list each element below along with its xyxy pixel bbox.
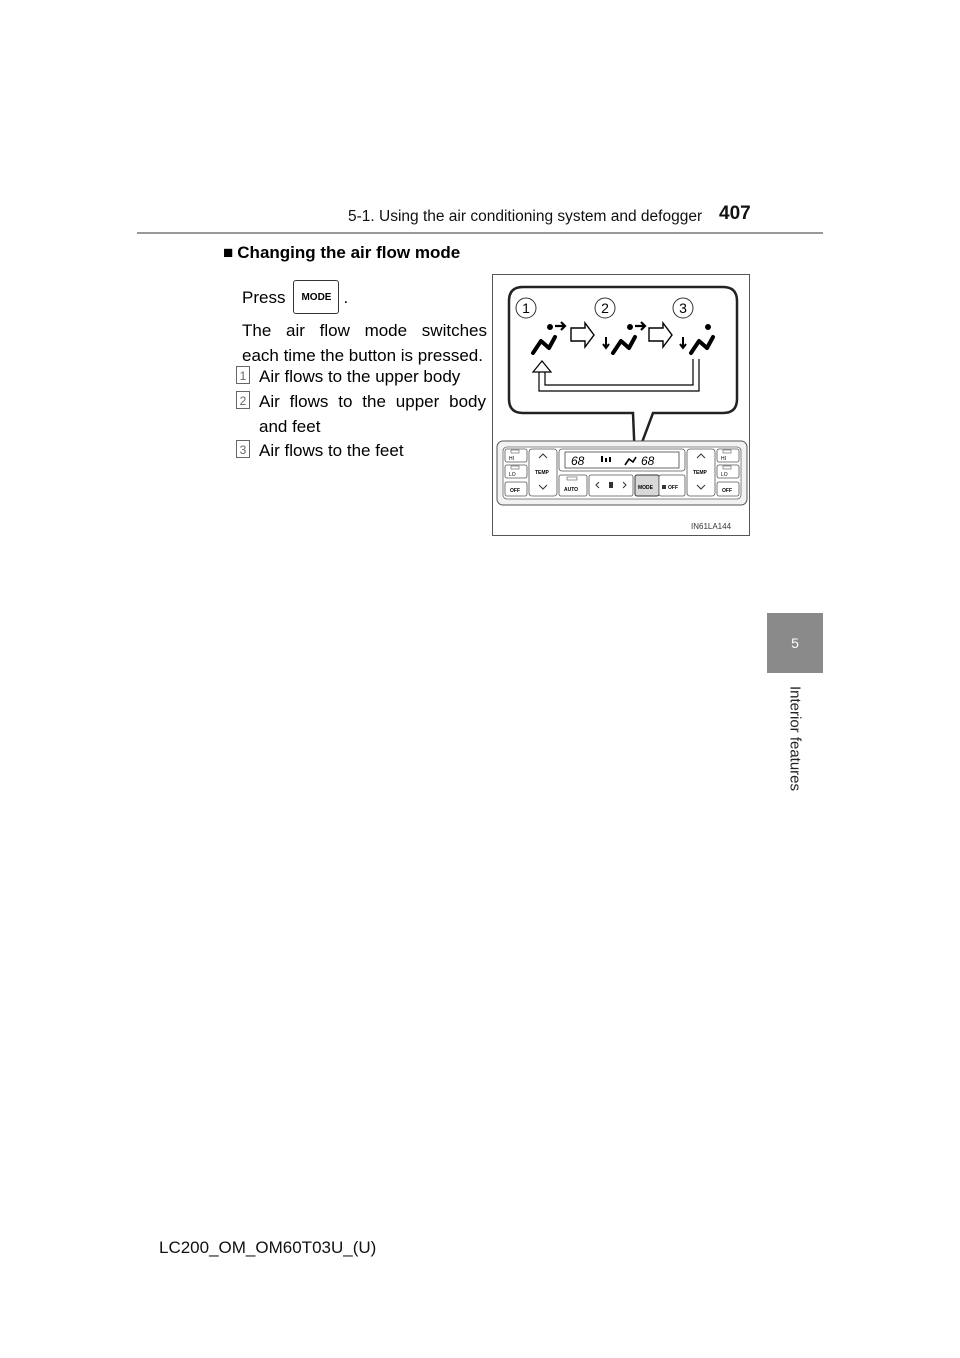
list-item [236,438,486,463]
list-item [236,389,486,439]
callout-number-3 [673,298,693,318]
hi-label: HI [721,456,726,462]
header-divider [137,232,823,234]
center-buttons [559,475,685,496]
right-temp-readout: 68 [641,454,655,468]
chapter-tab[interactable] [767,613,823,673]
item-number-badge: 3 [236,440,250,458]
item-number-badge: 2 [236,391,250,409]
item-number-badge: 1 [236,366,250,384]
press-suffix: . [343,287,349,307]
off-label: OFF [722,488,732,494]
panel-mode-label: MODE [638,485,653,491]
climate-panel-illustration [493,275,751,537]
page-number: 407 [719,203,751,224]
figure-code: IN61LA144 [691,522,732,531]
lo-label: LO [509,472,516,478]
callout-number-2 [595,298,615,318]
chapter-title: Interior features [786,685,804,792]
center-display [559,449,685,471]
heading-bullet: ■ [223,243,234,262]
callout-number-2-text: 2 [601,300,609,316]
item-text: Air flows to the feet [259,441,404,460]
section-title: 5-1. Using the air conditioning system and defogger [348,208,703,225]
press-instruction [242,280,487,314]
left-seat-heater-buttons [505,449,527,496]
left-temp-readout: 68 [571,454,585,468]
mode-button-icon: MODE [293,280,339,314]
press-prefix: Press [242,287,286,307]
hi-label: HI [509,456,514,462]
right-temp-control [687,449,715,496]
auto-label: AUTO [564,487,579,493]
air-flow-mode-figure [492,274,750,536]
callout-number-3-text: 3 [679,300,687,316]
heading-text: Changing the air flow mode [237,243,461,262]
climate-control-panel [497,441,747,505]
item-text: Air flows to the upper body and feet [259,392,486,436]
chapter-number: 5 [791,635,799,651]
temp-label: TEMP [693,470,707,476]
callout-bubble [509,287,737,461]
list-item [236,364,486,389]
fan-off-label: OFF [668,485,678,491]
lo-label: LO [721,472,728,478]
mode-description: The air flow mode switches each time the button is pressed. [242,321,487,365]
document-code: LC200_OM_OM60T03U_(U) [159,1238,377,1257]
item-text: Air flows to the upper body [259,367,461,386]
section-heading [223,243,460,263]
off-label: OFF [510,488,520,494]
left-temp-control [529,449,557,496]
callout-number-1 [516,298,536,318]
callout-number-1-text: 1 [522,300,530,316]
right-seat-heater-buttons [717,449,739,496]
temp-label: TEMP [535,470,549,476]
